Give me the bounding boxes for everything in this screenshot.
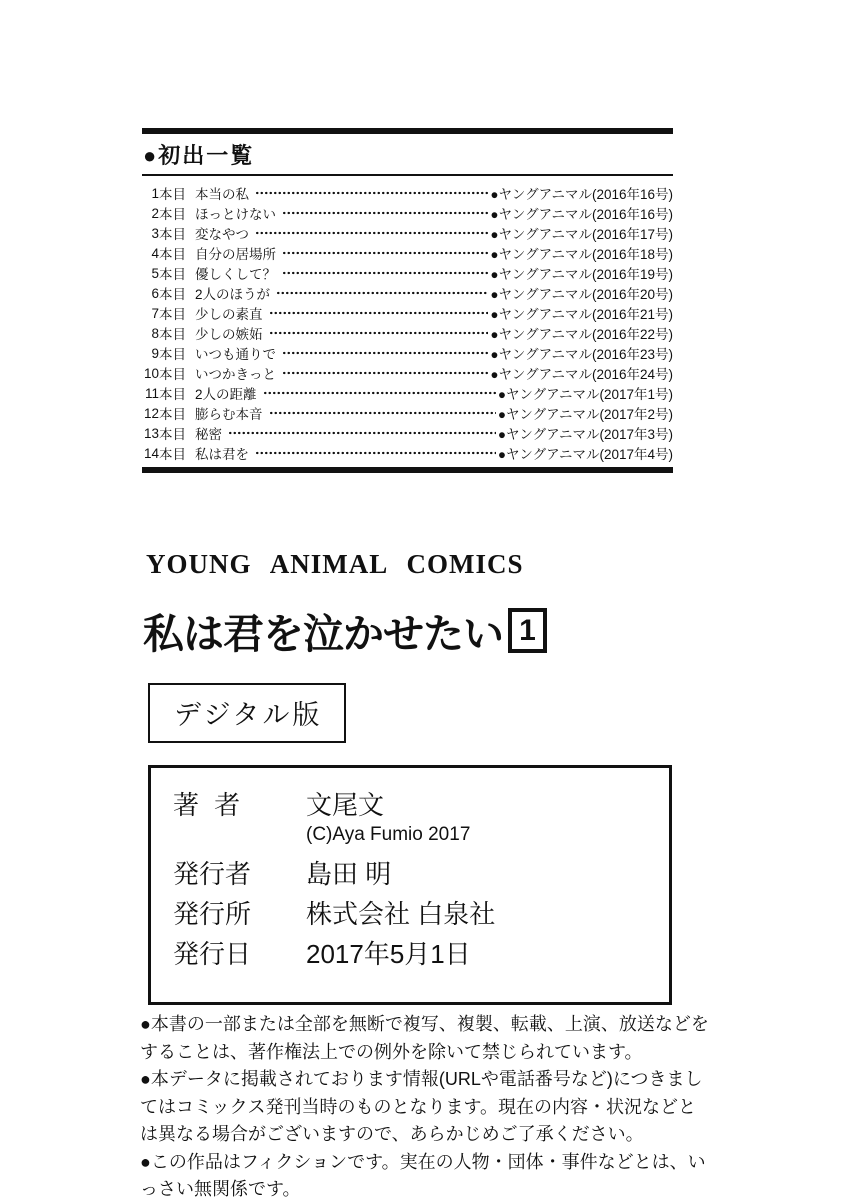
publication-row (142, 283, 673, 303)
book-title-text: 私は君を泣かせたい (143, 611, 503, 657)
chapter-title: 2人のほうが (195, 287, 271, 302)
publication-row (142, 183, 673, 203)
publication-row (142, 443, 673, 463)
publication-source: ●ヤングアニマル(2016年24号) (490, 367, 673, 382)
colophon-value: 株式会社 白泉社 (306, 899, 496, 929)
dotted-leader (255, 226, 488, 240)
dotted-leader (282, 206, 488, 220)
chapter-unit-label: 本目 (159, 307, 186, 322)
publication-source: ●ヤングアニマル(2016年22号) (490, 327, 673, 342)
dotted-leader (255, 446, 496, 460)
chapter-title: 本当の私 (195, 187, 249, 202)
chapter-title: 自分の居場所 (195, 247, 276, 262)
colophon-row-publisher-person (173, 859, 661, 890)
dotted-leader (269, 306, 489, 320)
colophon-row-publisher-company (173, 899, 661, 930)
publication-source: ●ヤングアニマル(2016年19号) (490, 267, 673, 282)
first-publication-section (142, 128, 673, 473)
footer-notes (140, 1011, 714, 1200)
chapter-title: ほっとけない (195, 207, 276, 222)
colophon-value: 文尾文 (306, 790, 385, 820)
chapter-unit-label: 本目 (159, 247, 186, 262)
dotted-leader (255, 186, 488, 200)
chapter-number: 1 (151, 185, 159, 201)
colophon-row-publication-date (173, 939, 661, 970)
chapter-number: 5 (151, 265, 159, 281)
publication-source: ●ヤングアニマル(2017年1号) (497, 387, 673, 402)
copyright-note: (C)Aya Fumio 2017 (306, 824, 471, 845)
bottom-rule (142, 467, 673, 473)
footer-note: ●この作品はフィクションです。実在の人物・団体・事件などとは、いっさい無関係です。 (140, 1151, 706, 1199)
first-publication-heading: ●初出一覧 (143, 143, 255, 168)
publication-row (142, 343, 673, 363)
chapter-title: 2人の距離 (195, 387, 257, 402)
chapter-number: 3 (151, 225, 159, 241)
colophon-label: 発行日 (173, 939, 252, 969)
chapter-number: 4 (151, 245, 159, 261)
publication-source: ●ヤングアニマル(2017年3号) (497, 427, 673, 442)
colophon-box (148, 765, 672, 1005)
dotted-leader (276, 286, 488, 300)
chapter-number: 9 (151, 345, 159, 361)
chapter-number: 10 (143, 365, 159, 381)
chapter-number: 8 (151, 325, 159, 341)
chapter-title: いつかきっと (195, 367, 276, 382)
dotted-leader (269, 326, 489, 340)
chapter-title: 私は君を (195, 447, 249, 462)
chapter-unit-label: 本目 (159, 367, 186, 382)
top-rule (142, 128, 673, 134)
chapter-number: 13 (143, 425, 159, 441)
volume-badge: 1 (508, 608, 547, 653)
publication-source: ●ヤングアニマル(2016年16号) (490, 187, 673, 202)
publication-source: ●ヤングアニマル(2016年16号) (490, 207, 673, 222)
chapter-unit-label: 本目 (159, 327, 186, 342)
digital-edition-badge: デジタル版 (148, 683, 346, 743)
footer-note: ●本書の一部または全部を無断で複写、複製、転載、上演、放送などをすることは、著作権法上での例外を除いて禁じられています。 (140, 1014, 709, 1062)
dotted-leader (282, 246, 488, 260)
chapter-unit-label: 本目 (159, 407, 186, 422)
dotted-leader (282, 346, 488, 360)
colophon-label: 著者 (173, 790, 256, 820)
chapter-number: 6 (151, 285, 159, 301)
comics-brand: YOUNG ANIMAL COMICS (146, 549, 524, 579)
chapter-unit-label: 本目 (159, 207, 186, 222)
publication-row (142, 203, 673, 223)
dotted-leader (282, 366, 488, 380)
chapter-number: 12 (143, 405, 159, 421)
chapter-unit-label: 本目 (159, 287, 186, 302)
dotted-leader (228, 426, 496, 440)
publication-row (142, 403, 673, 423)
chapter-title: 変なやつ (195, 227, 249, 242)
chapter-number: 2 (151, 205, 159, 221)
publication-source: ●ヤングアニマル(2016年17号) (490, 227, 673, 242)
chapter-unit-label: 本目 (159, 447, 186, 462)
chapter-unit-label: 本目 (159, 187, 186, 202)
chapter-title: 少しの素直 (195, 307, 263, 322)
chapter-unit-label: 本目 (159, 267, 186, 282)
publication-list (142, 176, 673, 467)
publication-row (142, 243, 673, 263)
chapter-unit-label: 本目 (159, 227, 186, 242)
publication-source: ●ヤングアニマル(2016年20号) (490, 287, 673, 302)
dotted-leader (263, 386, 496, 400)
publication-source: ●ヤングアニマル(2017年2号) (497, 407, 673, 422)
publication-row (142, 323, 673, 343)
publication-row (142, 263, 673, 283)
colophon-value: 2017年5月1日 (306, 939, 471, 969)
dotted-leader (282, 266, 488, 280)
chapter-number: 7 (151, 305, 159, 321)
chapter-title: 少しの嫉妬 (195, 327, 263, 342)
chapter-title: 膨らむ本音 (195, 407, 263, 422)
chapter-unit-label: 本目 (159, 427, 186, 442)
chapter-number: 11 (144, 385, 159, 401)
publication-source: ●ヤングアニマル(2017年4号) (497, 447, 673, 462)
publication-source: ●ヤングアニマル(2016年18号) (490, 247, 673, 262)
footer-note: ●本データに掲載されております情報(URLや電話番号など)につきましてはコミックス発刊当時のものとなります。現在の内容・状況などとは異なる場合がございますので、あらかじめご了承ください。 (140, 1069, 703, 1144)
publication-row (142, 363, 673, 383)
colophon-label: 発行者 (173, 859, 252, 889)
publication-source: ●ヤングアニマル(2016年23号) (490, 347, 673, 362)
colophon-label: 発行所 (173, 899, 252, 929)
colophon-row-author (173, 790, 661, 821)
chapter-number: 14 (143, 445, 159, 461)
publication-row (142, 383, 673, 403)
chapter-title: 優しくして？ (195, 267, 276, 282)
publication-row (142, 423, 673, 443)
chapter-unit-label: 本目 (159, 347, 186, 362)
publication-row (142, 223, 673, 243)
colophon-value: 島田 明 (306, 859, 392, 889)
publication-source: ●ヤングアニマル(2016年21号) (490, 307, 673, 322)
chapter-unit-label: 本目 (159, 387, 186, 402)
chapter-title: 秘密 (195, 427, 222, 442)
chapter-title: いつも通りで (195, 347, 276, 362)
book-title (143, 601, 547, 660)
dotted-leader (269, 406, 496, 420)
publication-row (142, 303, 673, 323)
